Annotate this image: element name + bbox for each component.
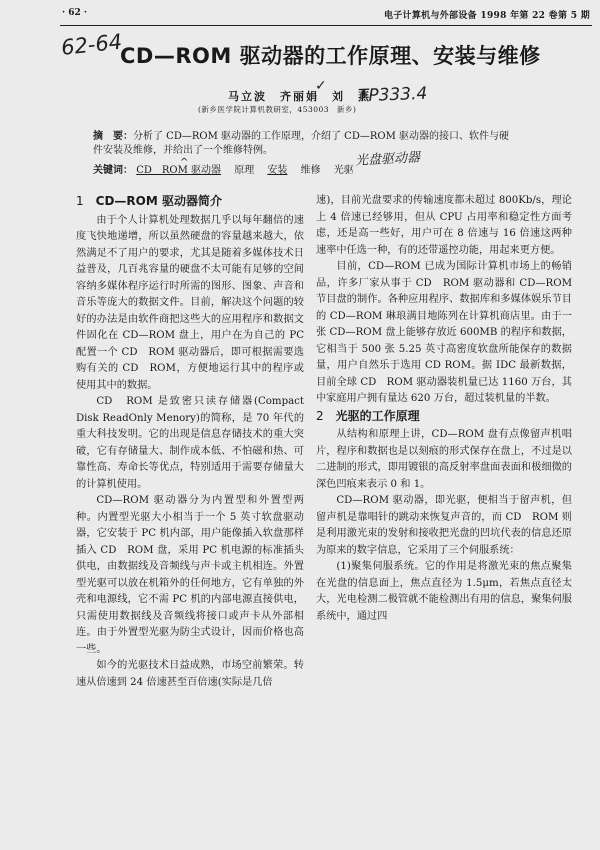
paragraph: 速)，目前光盘要求的传输速度都未超过 800Kb/s，理论上 4 倍速已经够用，但从 CPU 占用率和稳定性方面考虑，还是高一些好，用户可在 8 倍速与 16 倍速这两种速率中任选一种，有的还带遥控功能，用起来更方便。 bbox=[316, 195, 572, 256]
paragraph: CD—ROM 驱动器分为内置型和外置型两种。内置型光驱大小相当于一个 5 英寸软盘驱动器，它安装于 PC 机内部，用户能像插入软盘那样插入 CD ROM 盘，采用 PC 机电源的标准插头供电，由数据线及音频线与声卡或主机相连。外置型光驱可以放在机箱外的任何地方，它有单独的外壳和电源线，它不需 PC 机的内部电源直接供电，只需使用数据线及音频线将接口或声卡从外部相连。由于外置型光驱为防尘式设计，因而价格也高一些。 bbox=[76, 495, 304, 655]
handwritten-keyword-note: 光盘驱动器 bbox=[354, 150, 421, 169]
page-number: · 62 · bbox=[62, 8, 88, 18]
paragraph: (1)聚集伺服系统。它的作用是将激光束的焦点聚集在光盘的信息面上，焦点直径为 1.5μm，若焦点直径太大，光电检测二极管就不能检测出有用的信息，聚集伺服系统中，通过四 bbox=[316, 561, 572, 622]
abstract-text: 分析了 CD—ROM 驱动器的工作原理，介绍了 CD—ROM 驱动器的接口、软件与硬件安装及维修，并给出了一个维修特例。 bbox=[93, 131, 509, 156]
section-title: 光驱的工作原理 bbox=[335, 408, 420, 423]
keyword: 原理 bbox=[234, 165, 255, 176]
handwritten-page-range: 62-64 bbox=[60, 29, 124, 60]
header-rule bbox=[60, 25, 592, 26]
handwritten-classification: TP333.4 bbox=[357, 83, 428, 107]
keywords-label: 关键词： bbox=[93, 165, 133, 176]
section-number: 2 bbox=[316, 408, 324, 423]
keyword: CD ROM 驱动器 bbox=[136, 165, 222, 176]
handwritten-caret: ^ bbox=[180, 157, 189, 168]
abstract-label: 摘 要： bbox=[93, 131, 133, 142]
keywords bbox=[93, 161, 364, 176]
right-column bbox=[316, 193, 572, 625]
handwritten-check-mark: ✓ bbox=[315, 78, 327, 94]
paragraph: 目前，CD—ROM 已成为国际计算机市场上的畅销品，许多厂家从事于 CD ROM 驱动器和 CD—ROM 节目盘的制作。各种应用程序、数据库和多媒体娱乐节目的 CD—ROM 琳琅满目地陈列在计算机商店里。由于一张 CD—ROM 盘上能够存放近 600MB 的程序和数据，它相当于 500 张 5.25 英寸高密度软盘所能保存的数据量，用户自然乐于选用 CD ROM。据 IDC 最新数据，目前全球 CD ROM 驱动器装机量已达 1160 万台，其中家庭用户拥有量达 620 万台，超过装机量的半数。 bbox=[316, 261, 572, 404]
paragraph: CD ROM 是致密只读存储器(Compact Disk ReadOnly Menory)的简称，是 70 年代的重大科技发明。它的出现是信息存储技术的重大突破，它有存储量大、制作成本低、不怕磁和热、可靠性高、寿命长等优点，特别适用于需要存储量大的计算机使用。 bbox=[76, 396, 304, 490]
section-heading bbox=[316, 408, 572, 425]
journal-header: 电子计算机与外部设备 1998 年第 22 卷第 5 期 bbox=[383, 11, 590, 21]
section-title: CD—ROM 驱动器简介 bbox=[95, 194, 222, 208]
paper-affiliation: (新乡医学院计算机教研室，453003 新乡) bbox=[198, 105, 357, 114]
abstract bbox=[93, 130, 513, 158]
paragraph: 从结构和原理上讲，CD—ROM 盘有点像留声机唱片，程序和数据也是以刻痕的形式保存在盘上，不过是以二进制的形式，即用镀银的高反射率盘面表面和极细微的深色凹痕来表示 0 和 1。 bbox=[316, 429, 572, 490]
section-number: 1 bbox=[76, 194, 84, 208]
paper-authors: 马立波 齐丽娟 刘 燕 bbox=[228, 90, 371, 103]
paragraph: CD—ROM 驱动器，即光驱，便相当于留声机，但留声机是靠唱针的跳动来恢复声音的，而 CD ROM 则是利用激光束的发射和接收把光盘的凹坑代表的信息还原为原来的数字信息，它采用了三个伺服系统： bbox=[316, 495, 572, 556]
section-heading bbox=[76, 193, 304, 210]
paragraph: 如今的光驱技术日益成熟，市场空前繁荣。转速从倍速到 24 倍速甚至百倍速(实际是几倍 bbox=[76, 660, 304, 688]
paragraph: 由于个人计算机处理数据几乎以每年翻倍的速度飞快地递增，所以虽然硬盘的容量越来越大，依然满足不了用户的要求，尤其是随着多媒体技术日益普及，几百兆容量的硬盘不太可能有足够的空间容纳多媒体程序运行时所需的图形、图象、声音和音乐等庞大的数据文件。目前，解决这个问题的较好的办法是由软件商把这些大的应用程序和数据文件固化在 CD—ROM 盘上，用户在为自己的 PC 配置一个 CD ROM 驱动器后，即可根据需要选购有关的 CD ROM，方便地运行其中的程序或使用其中的数据。 bbox=[76, 214, 304, 391]
left-column bbox=[76, 193, 304, 691]
keyword: 光驱 bbox=[333, 165, 354, 176]
paper-title: CD—ROM 驱动器的工作原理、安装与维修 bbox=[120, 44, 541, 68]
keyword: 安装 bbox=[267, 165, 288, 176]
keyword: 维修 bbox=[300, 165, 321, 176]
